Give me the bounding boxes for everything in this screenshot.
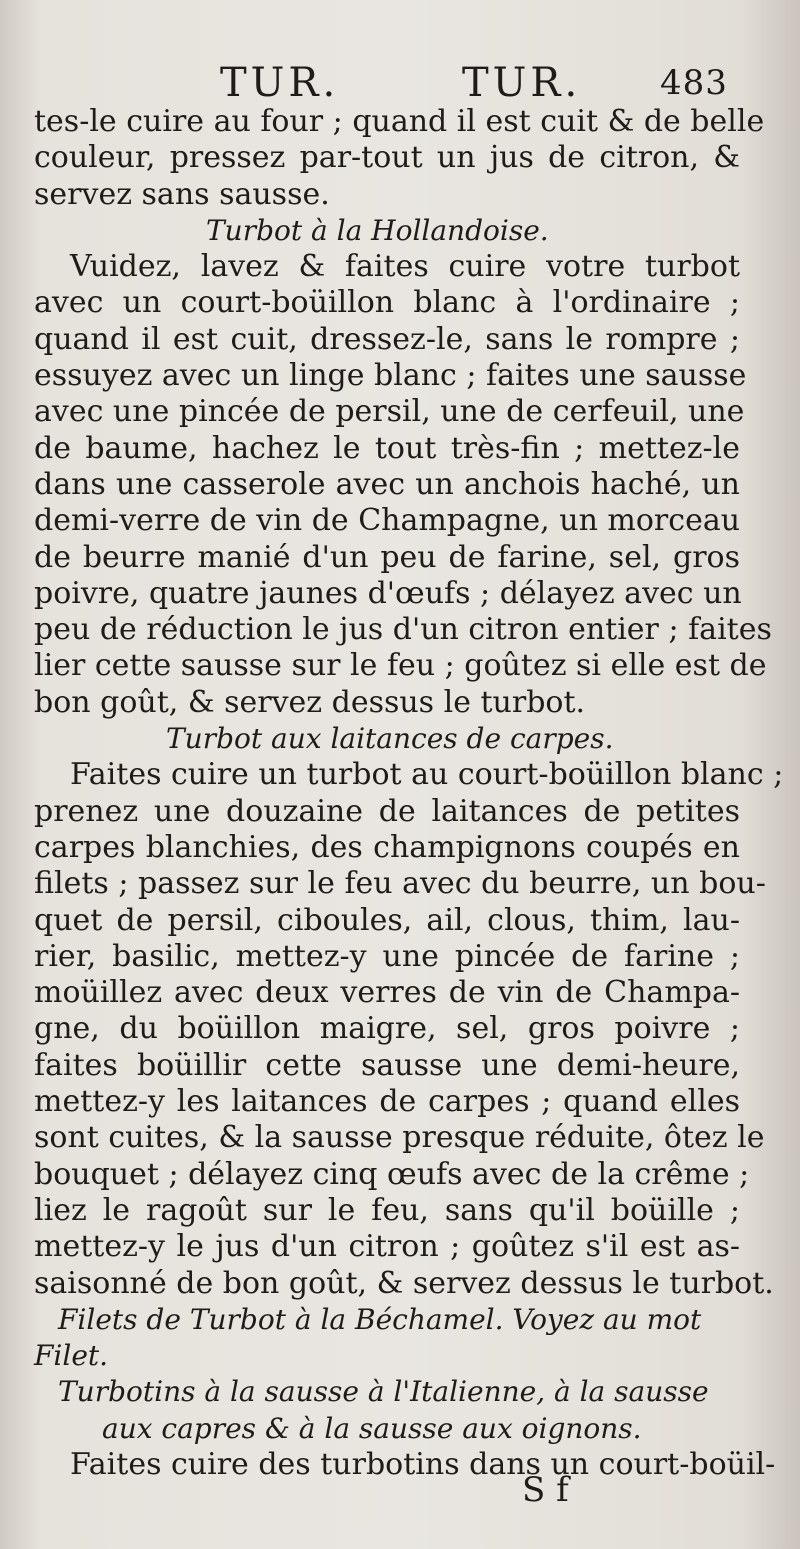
text-line: de baume, hachez le tout très-fin ; mettez-le	[34, 430, 740, 466]
signature-mark: S f	[522, 1470, 569, 1510]
text-line: poivre, quatre jaunes d'œufs ; délayez avec un	[34, 575, 742, 611]
section-heading: Turbot à la Hollandoise.	[206, 213, 549, 247]
text-line: bon goût, & servez dessus le turbot.	[34, 684, 586, 720]
header-center-word: TUR.	[462, 60, 582, 106]
text-line: rier, basilic, mettez-y une pincée de farine ;	[34, 938, 740, 974]
header-left-word: TUR.	[220, 60, 340, 106]
text-line: servez sans sausse.	[34, 176, 330, 212]
text-line: filets ; passez sur le feu avec du beurre, un bou-	[34, 866, 766, 902]
running-header	[0, 58, 800, 108]
paragraph-first-line: Vuidez, lavez & faites cuire votre turbot	[70, 249, 740, 285]
text-line: bouquet ; délayez cinq œufs avec de la crême ;	[34, 1156, 750, 1192]
section-heading: Turbot aux laitances de carpes.	[166, 722, 614, 756]
text-line: quet de persil, ciboules, ail, clous, thim, lau-	[34, 902, 740, 938]
text-line: prenez une douzaine de laitances de petites	[34, 793, 740, 829]
text-line: carpes blanchies, des champignons coupés en	[34, 829, 740, 865]
text-line: demi-verre de vin de Champagne, un morceau	[34, 503, 741, 539]
section-heading: Filet.	[34, 1339, 109, 1373]
text-line: couleur, pressez par-tout un jus de citron, &	[34, 140, 740, 176]
paragraph-first-line: Faites cuire des turbotins dans un court-boüil-	[70, 1446, 776, 1482]
text-line: lier cette sausse sur le feu ; goûtez si elle est de	[34, 648, 767, 684]
text-line: sont cuites, & la sausse presque réduite, ôtez le	[34, 1120, 765, 1156]
text-line: gne, du boüillon maigre, sel, gros poivre ;	[34, 1011, 740, 1047]
text-line: mettez-y le jus d'un citron ; goûtez s'il est as-	[34, 1229, 740, 1265]
text-line: mettez-y les laitances de carpes ; quand elles	[34, 1084, 740, 1120]
text-line: dans une casserole avec un anchois haché, un	[34, 466, 740, 502]
text-line: liez le ragoût sur le feu, sans qu'il boüille ;	[34, 1192, 740, 1228]
text-line: quand il est cuit, dressez-le, sans le rompre ;	[34, 321, 740, 357]
text-line: peu de réduction le jus d'un citron entier ; faites	[34, 612, 772, 648]
paragraph-first-line: Faites cuire un turbot au court-boüillon blanc ;	[70, 757, 784, 793]
text-line: faites boüillir cette sausse une demi-heure,	[34, 1047, 740, 1083]
text-line: essuyez avec un linge blanc ; faites une sausse	[34, 358, 747, 394]
page-number: 483	[660, 63, 728, 103]
text-line: avec un court-boüillon blanc à l'ordinaire ;	[34, 285, 740, 321]
text-line: saisonné de bon goût, & servez dessus le turbot.	[34, 1265, 774, 1301]
text-line: avec une pincée de persil, une de cerfeuil, une	[34, 394, 745, 430]
text-line: tes-le cuire au four ; quand il est cuit & de belle	[34, 104, 765, 139]
section-heading: Filets de Turbot à la Béchamel. Voyez au mot	[58, 1302, 702, 1336]
section-heading: aux capres & à la sausse aux oignons.	[102, 1411, 642, 1445]
section-heading: Turbotins à la sausse à l'Italienne, à la sausse	[58, 1375, 709, 1409]
text-line: de beurre manié d'un peu de farine, sel, gros	[34, 539, 740, 575]
page-body-text	[34, 104, 784, 1483]
text-line: moüillez avec deux verres de vin de Champa-	[34, 975, 740, 1011]
